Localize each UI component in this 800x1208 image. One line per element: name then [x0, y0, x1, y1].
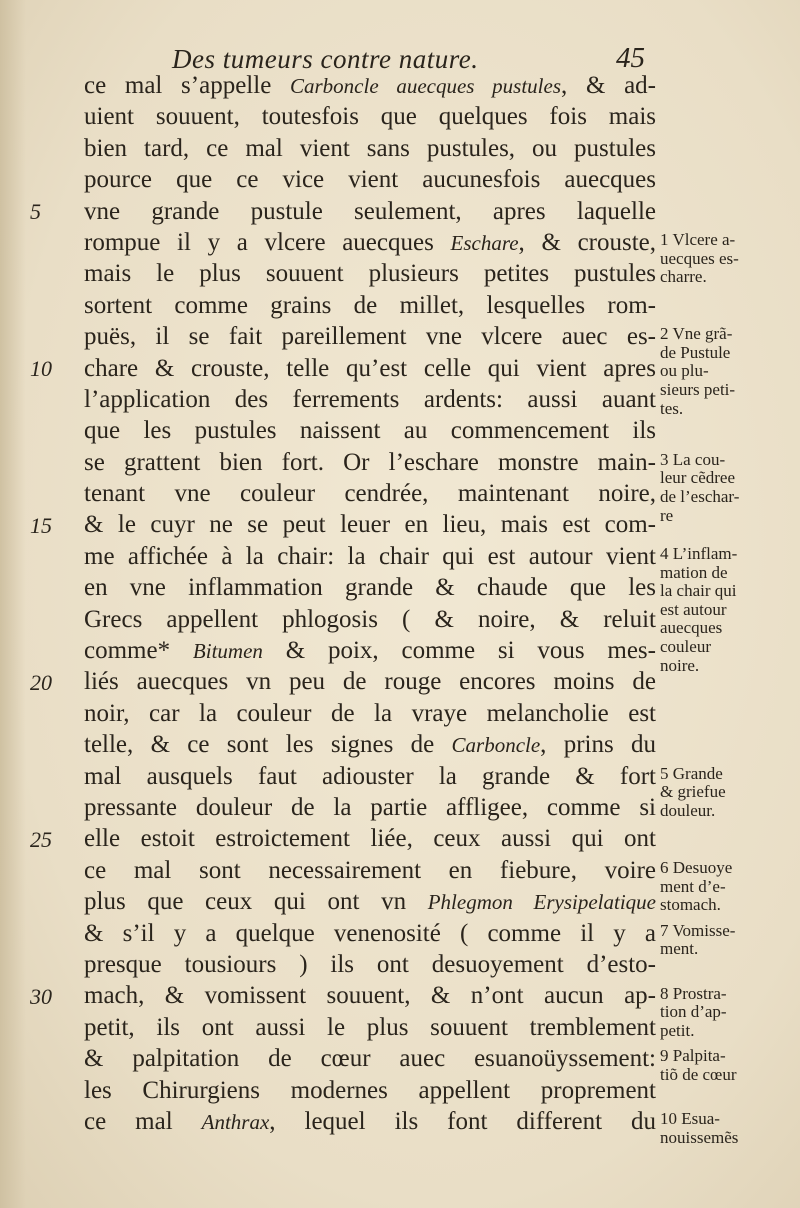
text-line: mal ausquels faut adiouster la grande & fort	[84, 762, 656, 790]
running-title: Des tumeurs contre nature.	[172, 44, 479, 74]
margin-note-line: leur cẽdree	[660, 468, 736, 488]
text-line: presque tousiours ) ils ont desuoyement d’esto-	[84, 950, 656, 978]
text-line: ce mal s’appelle Carboncle auecques pustules, & ad-	[84, 72, 656, 99]
text-line: petit, ils ont aussi le plus souuent tremblement	[84, 1013, 656, 1041]
margin-note	[660, 545, 798, 675]
margin-note-line: 8 Prostra-	[660, 983, 727, 1003]
text-line: que les pustules naissent au commencement ils	[84, 417, 656, 445]
margin-note-line: 1 Vlcere a-	[660, 230, 736, 249]
text-line: puës, il se fait pareillement vne vlcere auec es-	[84, 323, 656, 351]
line-number: 5	[30, 198, 41, 224]
margin-note	[660, 1047, 798, 1084]
text-line: rompue il y a vlcere auecques Eschare, & crouste,	[84, 228, 656, 256]
italic-term: Eschare	[450, 230, 519, 255]
margin-note-line: nouissemẽs	[660, 1127, 739, 1147]
text-line: pource que ce vice vient aucunesfois auecques	[84, 166, 656, 194]
italic-term: Bitumen	[192, 639, 263, 664]
margin-note	[660, 985, 798, 1041]
margin-note-line: re	[660, 505, 674, 525]
text-line: ce mal sont necessairement en fiebure, voire	[84, 856, 656, 884]
margin-note-line: tion d’ap-	[660, 1002, 727, 1022]
line-number: 10	[30, 355, 52, 381]
margin-note-line: la chair qui	[660, 581, 737, 601]
margin-note	[660, 922, 798, 959]
text-line: chare & crouste, telle qu’est celle qui vient apres	[84, 354, 656, 382]
margin-note-line: ou plu-	[660, 361, 709, 381]
text-line: mais le plus souuent plusieurs petites pustules	[84, 260, 656, 288]
line-number: 25	[30, 826, 52, 852]
text-line: noir, car la couleur de la vraye melancholie est	[84, 699, 656, 727]
margin-note-line: tes.	[660, 398, 684, 418]
italic-term: Anthrax	[201, 1109, 270, 1134]
margin-note-line: 7 Vomisse-	[660, 920, 736, 940]
margin-note-line: 10 Esua-	[660, 1109, 720, 1129]
text-line: uient souuent, toutesfois que quelques fois mais	[84, 103, 656, 131]
text-line: l’application des ferrements ardents: aussi auant	[84, 385, 656, 413]
text-line: telle, & ce sont les signes de Carboncle, prins du	[84, 731, 656, 759]
margin-note-line: est autour	[660, 599, 727, 619]
margin-note-line: ment d’e-	[660, 876, 726, 896]
margin-note-line: 4 L’inflam-	[660, 544, 738, 563]
text-line: tenant vne couleur cendrée, maintenant noire,	[84, 480, 656, 508]
margin-note-line: & griefue	[660, 782, 726, 802]
page-gutter-shadow	[0, 0, 26, 1208]
margin-note-line: douleur.	[660, 800, 716, 820]
margin-note-line: charre.	[660, 267, 707, 287]
text-line: vne grande pustule seulement, apres laquelle	[84, 197, 656, 225]
margin-note-line: tiõ de cœur	[660, 1064, 737, 1084]
italic-term: Phlegmon Erysipelatique	[427, 890, 656, 915]
text-line: pressante douleur de la partie affligee, comme si	[84, 793, 656, 821]
text-line: ce mal Anthrax, lequel ils font different du	[84, 1107, 656, 1135]
margin-note-line: sieurs peti-	[660, 379, 736, 399]
margin-note-line: 5 Grande	[660, 763, 723, 783]
italic-term: Carboncle auecques pustules	[289, 74, 561, 98]
line-number: 20	[30, 669, 52, 695]
margin-note	[660, 859, 798, 915]
text-line: Grecs appellent phlogosis ( & noire, & reluit	[84, 605, 656, 633]
margin-note-line: 2 Vne grã-	[660, 324, 733, 344]
text-line: mach, & vomissent souuent, & n’ont aucun ap-	[84, 982, 656, 1010]
margin-note-line: ment.	[660, 939, 699, 959]
margin-note-line: 3 La cou-	[660, 449, 726, 469]
margin-note	[660, 325, 798, 418]
text-line: bien tard, ce mal vient sans pustules, ou pustules	[84, 134, 656, 162]
text-line: plus que ceux qui ont vn Phlegmon Erysipelatique	[84, 888, 656, 916]
margin-note-line: de l’eschar-	[660, 486, 740, 506]
text-line: les Chirurgiens modernes appellent proprement	[84, 1076, 656, 1104]
text-line: liés auecques vn peu de rouge encores moins de	[84, 668, 656, 696]
line-number: 30	[30, 983, 52, 1009]
main-text-block	[84, 70, 656, 1137]
margin-note-line: uecques es-	[660, 248, 739, 268]
margin-note-line: auecques	[660, 618, 723, 638]
margin-note-line: mation de	[660, 562, 728, 582]
text-line: se grattent bien fort. Or l’eschare monstre main-	[84, 448, 656, 476]
text-line: en vne inflammation grande & chaude que les	[84, 574, 656, 602]
margin-note-line: 9 Palpita-	[660, 1046, 726, 1066]
margin-note-line: de Pustule	[660, 342, 731, 362]
margin-note	[660, 451, 798, 525]
margin-note-line: petit.	[660, 1020, 695, 1040]
italic-term: Carboncle	[451, 733, 541, 758]
text-line: & le cuyr ne se peut leuer en lieu, mais est com-	[84, 511, 656, 539]
line-number: 15	[30, 512, 52, 538]
margin-note-line: 6 Desuoye	[660, 858, 733, 877]
text-line: & s’il y a quelque venenosité ( comme il y a	[84, 919, 656, 947]
margin-note-line: couleur	[660, 636, 711, 656]
text-line: comme* Bitumen & poix, comme si vous mes-	[84, 637, 656, 665]
margin-note-line: noire.	[660, 655, 700, 675]
margin-note	[660, 765, 798, 821]
text-line: me affichée à la chair: la chair qui est autour vient	[84, 542, 656, 570]
margin-note	[660, 1110, 798, 1147]
margin-note	[660, 231, 798, 287]
text-line: sortent comme grains de millet, lesquelles rom-	[84, 291, 656, 319]
text-line: elle estoit estroictement liée, ceux aussi qui ont	[84, 825, 656, 853]
margin-note-line: stomach.	[660, 895, 721, 915]
page-number: 45	[616, 42, 645, 74]
text-line: & palpitation de cœur auec esuanoüyssement:	[84, 1045, 656, 1073]
